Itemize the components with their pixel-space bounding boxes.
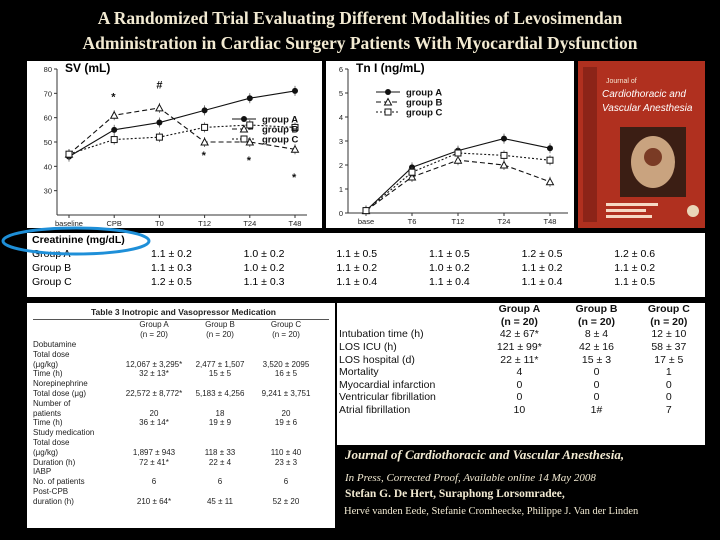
table-cell: 1.0 ± 0.2 [243,262,285,274]
table-row [33,477,319,487]
table-cell: 1.1 ± 0.4 [521,276,563,288]
data-point [156,134,162,140]
y-tick-label: 40 [43,162,52,172]
page-title-line-1: A Randomized Trial Evaluating Different Modalities of Levosimendan [97,8,623,28]
table-cell: Group B [205,320,235,330]
table-cell: 5,183 ± 4,256 [195,388,245,398]
x-tick-label: T12 [198,219,212,228]
row-label: (μg/kg) [33,447,59,457]
table-cell: 6 [283,477,289,487]
data-point [111,137,117,143]
row-label: Group C [32,276,72,288]
table-header-row [33,320,319,330]
row-label: Total dose (μg) [33,388,87,398]
table-cell: 22,572 ± 8,772* [125,388,183,398]
y-tick-label: 30 [43,186,52,196]
x-tick-label: T12 [451,217,465,226]
data-point [202,107,208,113]
table-cell [187,487,253,497]
table-cell: 0 [665,378,672,391]
row-label [337,303,478,316]
medication-table-title: Table 3 Inotropic and Vasopressor Medication [33,303,329,320]
table-cell: Group B [575,303,618,316]
row-label: Time (h) [33,418,63,428]
outcomes-table [337,303,705,445]
table-cell: 1.2 ± 0.5 [151,276,192,288]
table-cell: (n = 20) [650,315,688,328]
row-label: Time (h) [33,369,63,379]
table-cell [187,428,253,438]
data-point [111,127,117,133]
row-label: Intubation time (h) [339,328,424,341]
cover-line-3: Vascular Anesthesia [602,103,693,114]
table-cell [253,349,319,359]
table-cell [121,467,187,477]
table-cell: 12,067 ± 3,295* [125,359,183,369]
legend-marker [385,89,391,95]
table-cell [121,379,187,389]
table-header-row [33,330,319,340]
table-row [33,398,319,408]
y-tick-label: 3 [338,137,343,146]
table-cell: 1.1 ± 0.5 [428,248,470,260]
table-cell [253,340,319,350]
citation [337,447,705,517]
table-cell: 0 [593,378,600,391]
x-tick-label: CPB [106,219,122,228]
table-cell: 22 ± 11* [500,353,539,366]
table-cell: Group C [270,320,302,330]
x-tick-label: T24 [497,217,511,226]
table-cell: 15 ± 3 [581,353,612,366]
table-header-row [337,316,705,329]
table-cell: (n = 20) [272,330,300,340]
table-cell: 1 [665,366,672,379]
table-cell: 23 ± 3 [274,457,298,467]
row-label: Myocardial infarction [339,378,436,391]
table-cell [253,379,319,389]
y-tick-label: 80 [43,65,52,74]
table-cell: 9,241 ± 3,751 [261,388,311,398]
table-cell: 0 [593,391,600,404]
y-tick-label: 0 [338,209,343,218]
table-cell: 8 ± 4 [584,328,609,341]
table-cell: 1.1 ± 0.3 [243,276,285,288]
row-label [337,316,478,329]
row-label [33,320,121,330]
sv-chart-panel [27,61,322,228]
table-cell: 42 ± 16 [579,341,614,354]
table-row [33,418,319,428]
highlight-ellipse [0,222,160,262]
data-point [501,162,508,169]
data-point [547,178,554,185]
row-label: IABP [33,467,52,477]
table-cell: (n = 20) [577,315,616,328]
x-tick-label: T48 [543,217,557,226]
table-cell: 1.1 ± 0.2 [614,262,656,274]
table-cell: 42 ± 67* [499,328,539,341]
table-cell: 12 ± 10 [651,328,687,341]
significance-annotation: * [246,154,252,167]
table-cell: Group A [139,320,169,330]
table-cell [121,349,187,359]
table-cell [187,398,253,408]
row-label: Total dose [33,437,70,447]
citation-journal: Journal of Cardiothoracic and Vascular Anesthesia, [345,447,625,462]
row-label: Number of [33,398,71,408]
table-cell [253,398,319,408]
table-cell: (n = 20) [206,330,234,340]
legend-label: group C [406,107,443,119]
journal-cover [578,61,705,228]
data-point [409,169,415,175]
x-tick-label: T6 [407,217,417,226]
table-cell: 2,477 ± 1,507 [195,359,245,369]
table-row [337,328,705,341]
table-cell: 1,897 ± 943 [132,447,176,457]
table-cell: 10 [513,404,526,417]
table-cell: 22 ± 4 [208,457,232,467]
table-cell: 15 ± 5 [208,369,232,379]
table-row [337,379,705,392]
table-cell: 17 ± 5 [654,353,684,366]
table-cell: 1.0 ± 0.2 [243,248,285,260]
table-cell [253,428,319,438]
table-row [33,389,319,399]
row-label: Atrial fibrillation [339,404,411,417]
table-row [33,487,319,497]
data-point [501,152,507,158]
citation-authors-1: Stefan G. De Hert, Suraphong Lorsomradee, [345,488,565,500]
significance-annotation: * [292,171,297,184]
table-cell: 19 ± 9 [208,418,232,428]
table-cell [253,467,319,477]
legend-label: group C [262,134,299,146]
table-cell: 0 [516,378,523,391]
row-label [33,330,121,340]
table-row [33,447,319,457]
table-cell: 210 ± 64* [136,496,172,506]
table-cell: 118 ± 33 [204,447,236,457]
table-cell: (n = 20) [140,330,168,340]
data-point [363,208,369,214]
table-cell [187,340,253,350]
table-cell: 1# [590,404,603,417]
y-tick-label: 6 [338,65,343,74]
legend-marker [241,136,247,142]
table-cell [187,349,253,359]
row-label: duration (h) [33,496,74,506]
row-label: Group B [32,262,72,274]
row-label: Post-CPB [33,486,69,496]
x-tick-label: T24 [243,219,257,228]
medication-table-body [33,320,319,506]
data-point [66,151,72,157]
table-cell [121,438,187,448]
legend-marker [241,116,247,122]
tni-chart-panel [326,61,574,228]
table-cell [187,467,253,477]
table-cell: 36 ± 14* [139,418,169,428]
table-cell [121,340,187,350]
table-cell [253,487,319,497]
sv-chart [27,61,322,228]
legend-label: group B [262,124,299,136]
table-row [33,408,319,418]
significance-annotation: * [111,91,116,104]
row-label: LOS ICU (h) [339,341,397,354]
table-cell [121,398,187,408]
sv-chart-title: SV (mL) [65,61,111,75]
data-point [501,136,507,142]
table-cell: 1.1 ± 0.2 [336,262,378,274]
publisher-logo-icon [687,205,699,217]
cover-line-2: Cardiothoracic and [602,89,686,100]
y-tick-label: 4 [338,113,343,122]
table-cell: 16 ± 5 [274,369,298,379]
row-label: Study medication [33,428,95,438]
table-cell: 32 ± 13* [139,369,169,379]
y-tick-label: 5 [338,89,343,98]
table-cell: 19 ± 6 [274,418,298,428]
y-tick-label: 1 [338,185,343,194]
citation-press: In Press, Corrected Proof, Available online 14 May 2008 [345,472,596,484]
y-tick-label: 70 [43,89,52,99]
y-tick-label: 2 [338,161,343,170]
table-cell: 45 ± 11 [206,496,234,506]
x-tick-label: T48 [288,219,302,228]
x-tick-label: T0 [155,219,164,228]
table-cell: 1.2 ± 0.5 [521,248,563,260]
table-cell [187,379,253,389]
table-row [337,404,705,417]
row-label: patients [33,408,62,418]
table-cell: 7 [665,404,672,417]
row-label: Duration (h) [33,457,76,467]
row-label: Group A [32,248,71,260]
table-cell [121,487,187,497]
table-row [337,353,705,366]
data-point [455,150,461,156]
table-row [33,457,319,467]
significance-annotation: # [156,79,163,92]
table-row [337,341,705,354]
citation-authors-2: Hervé vanden Eede, Stefanie Cromheecke, Philippe J. Van der Linden [344,506,639,517]
table-cell [187,438,253,448]
table-cell: Group A [498,303,541,316]
page-title-line-2: Administration in Cardiac Surgery Patients With Myocardial Dysfunction [82,33,638,53]
table-cell: 1.1 ± 0.3 [151,262,192,274]
data-point [111,112,118,119]
row-label: Ventricular fibrillation [339,391,436,404]
data-point [156,120,162,126]
table-row [33,428,319,438]
x-tick-label: baseline [55,219,83,228]
data-point [202,124,208,130]
table-cell: Group C [647,303,690,316]
table-cell: 1.1 ± 0.4 [428,276,470,288]
table-cell: 0 [516,391,523,404]
table-cell: 0 [593,366,600,379]
table-cell: 0 [665,391,672,404]
table-cell [121,428,187,438]
table-cell: 1.1 ± 0.5 [614,276,656,288]
table-cell: 58 ± 37 [651,341,687,354]
table-cell: 18 [215,408,225,418]
tni-chart [326,61,574,228]
table-cell: 20 [281,408,291,418]
row-label: Mortality [339,366,379,379]
table-row [33,467,319,477]
table-cell: 72 ± 41* [139,457,169,467]
data-point [547,157,553,163]
cover-line-1: Journal of [606,78,637,85]
y-tick-label: 60 [43,113,52,123]
table-row [33,340,319,350]
y-tick-label: 50 [43,138,52,147]
table-cell [253,438,319,448]
row-label: (μg/kg) [33,359,59,369]
journal-cover-art [578,61,705,228]
table-cell: 20 [149,408,159,418]
table-cell: (n = 20) [500,315,538,328]
legend-label: group B [406,97,443,109]
table-row [33,438,319,448]
table-cell: 3,520 ± 2095 [262,359,310,369]
legend-marker [385,109,391,115]
table-row [33,369,319,379]
creatinine-title: Creatinine (mg/dL) [32,234,125,246]
legend-label: group A [406,87,443,99]
data-point [156,104,163,111]
table-row [27,261,705,275]
data-point [547,145,553,151]
table-row [337,366,705,379]
table-cell: 1.2 ± 0.6 [614,248,656,260]
tni-chart-title: Tn I (ng/mL) [356,61,425,75]
table-cell: 1.1 ± 0.2 [151,248,192,260]
data-point [247,122,253,128]
table-header-row [337,303,705,316]
row-label: No. of patients [33,477,85,487]
table-row [33,496,319,506]
table-row [337,391,705,404]
row-label: Total dose [33,349,70,359]
table-cell: 121 ± 99* [496,341,542,354]
data-point [292,88,298,94]
table-row [33,379,319,389]
data-point [247,95,253,101]
row-label: LOS hospital (d) [339,353,415,366]
table-cell: 1.0 ± 0.2 [428,262,470,274]
table-cell: 6 [217,477,223,487]
outcomes-table-body [337,303,705,416]
x-tick-label: base [357,217,375,226]
row-label: Dobutamine [33,339,77,349]
table-row [33,349,319,359]
table-cell: 1.1 ± 0.2 [521,262,563,274]
table-cell: 52 ± 20 [272,496,300,506]
table-cell: 1.1 ± 0.4 [336,276,378,288]
row-label: Norepinephrine [33,379,88,389]
significance-annotation: * [201,150,206,163]
table-cell: 110 ± 40 [270,447,302,457]
table-row [27,275,705,289]
table-cell: 1.1 ± 0.5 [336,248,378,260]
table-cell: 6 [151,477,157,487]
table-cell: 4 [516,366,523,379]
legend-label: group A [262,114,299,126]
medication-table [27,303,335,528]
table-row [33,359,319,369]
